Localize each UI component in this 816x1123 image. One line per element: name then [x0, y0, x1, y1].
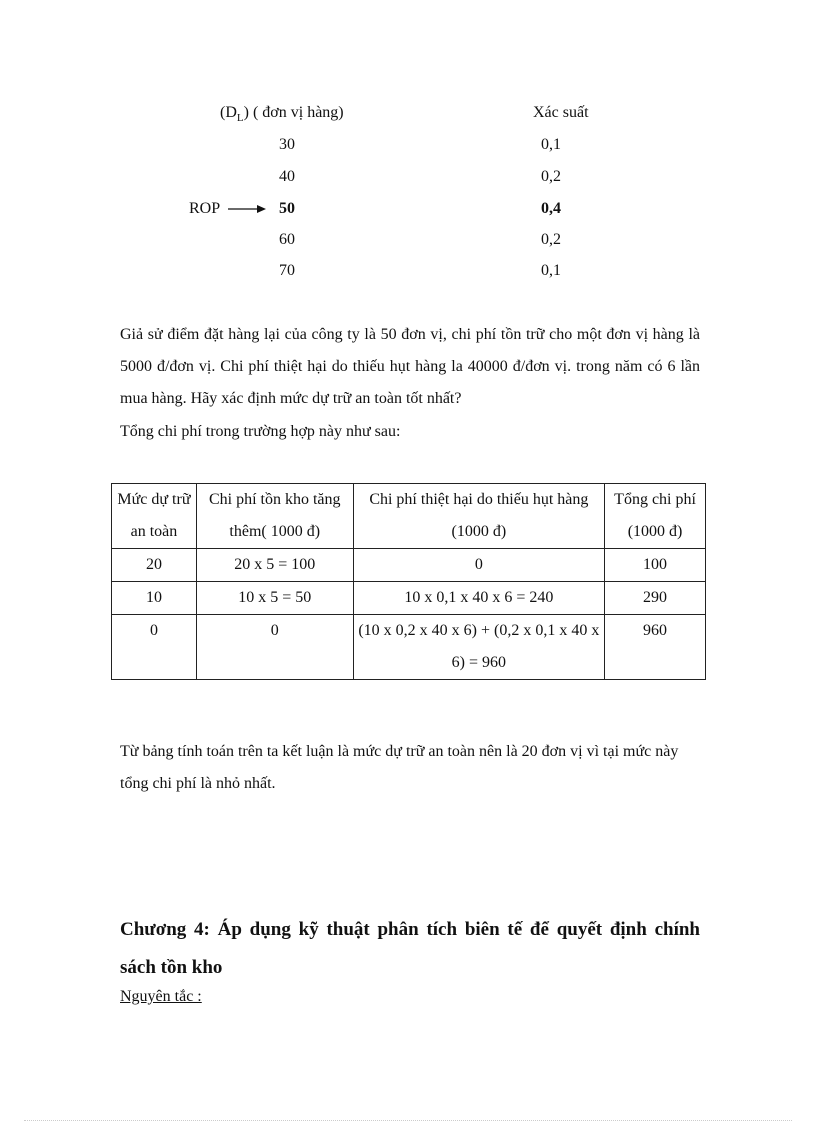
probability-value: 0,1 [541, 136, 561, 153]
table-cell: 0 [112, 615, 197, 680]
table-header-cell: Chi phí thiệt hại do thiếu hụt hàng (1000 đ) [353, 484, 605, 549]
table-cell: 10 x 5 = 50 [196, 582, 353, 615]
table-header-cell: Chi phí tồn kho tăng thêm( 1000 đ) [196, 484, 353, 549]
page-divider [24, 1120, 792, 1121]
problem-paragraph: Giả sử điểm đặt hàng lại của công ty là 50 đơn vị, chi phí tồn trữ cho một đơn vị hàng là 5000 đ/đơn vị. Chi phí thiệt hại do thiếu hụt hàng la 40000 đ/đơn vị. trong năm có 6 lần mua hàng. Hãy xác định mức dự trữ an toàn tốt nhất? [120, 326, 700, 407]
demand-header-sub: L [236, 112, 244, 125]
table-cell: 20 [112, 549, 197, 582]
probability-value: 0,2 [541, 168, 561, 185]
demand-header-rest: ) ( đơn vị hàng) [243, 104, 344, 121]
intro-paragraph: Tổng chi phí trong trường hợp này như sau: [120, 423, 401, 440]
table-header-cell: Mức dự trữ an toàn [112, 484, 197, 549]
distribution-row-rop [0, 200, 816, 222]
table-cell: 0 [196, 615, 353, 680]
cost-table [111, 483, 706, 680]
demand-value: 50 [279, 200, 295, 217]
table-header-cell: Tổng chi phí (1000 đ) [605, 484, 706, 549]
distribution-row [0, 262, 816, 284]
demand-value: 70 [279, 262, 295, 279]
table-row [112, 615, 706, 680]
table-cell: 10 x 0,1 x 40 x 6 = 240 [353, 582, 605, 615]
probability-header: Xác suất [533, 104, 589, 121]
demand-header [220, 104, 344, 124]
table-cell: 0 [353, 549, 605, 582]
distribution-row [0, 168, 816, 190]
distribution-row [0, 231, 816, 253]
probability-value: 0,1 [541, 262, 561, 279]
table-cell: 100 [605, 549, 706, 582]
table-row [112, 549, 706, 582]
table-cell: 290 [605, 582, 706, 615]
rop-label: ROP [189, 200, 221, 217]
demand-value: 60 [279, 231, 295, 248]
chapter-heading [120, 911, 700, 987]
conclusion-paragraph: Từ bảng tính toán trên ta kết luận là mức dự trữ an toàn nên là 20 đơn vị vì tại mức này tổng chi phí là nhỏ nhất. [120, 743, 679, 792]
probability-value: 0,4 [541, 200, 561, 217]
probability-value: 0,2 [541, 231, 561, 248]
table-cell: 10 [112, 582, 197, 615]
demand-value: 40 [279, 168, 295, 185]
principle-subheading: Nguyên tắc : [120, 988, 202, 1005]
distribution-row [0, 136, 816, 158]
table-cell: (10 x 0,2 x 40 x 6) + (0,2 x 0,1 x 40 x 6) = 960 [353, 615, 605, 680]
chapter-heading-line2: sách tồn kho [120, 957, 223, 978]
table-cell: 960 [605, 615, 706, 680]
arrow-right-icon [228, 204, 266, 214]
table-cell: 20 x 5 = 100 [196, 549, 353, 582]
table-header-row [112, 484, 706, 549]
table-row [112, 582, 706, 615]
chapter-heading-line1: Chương 4: Áp dụng kỹ thuật phân tích biên tế để quyết định chính [120, 919, 700, 940]
demand-value: 30 [279, 136, 295, 153]
demand-header-main: (D [220, 104, 237, 121]
